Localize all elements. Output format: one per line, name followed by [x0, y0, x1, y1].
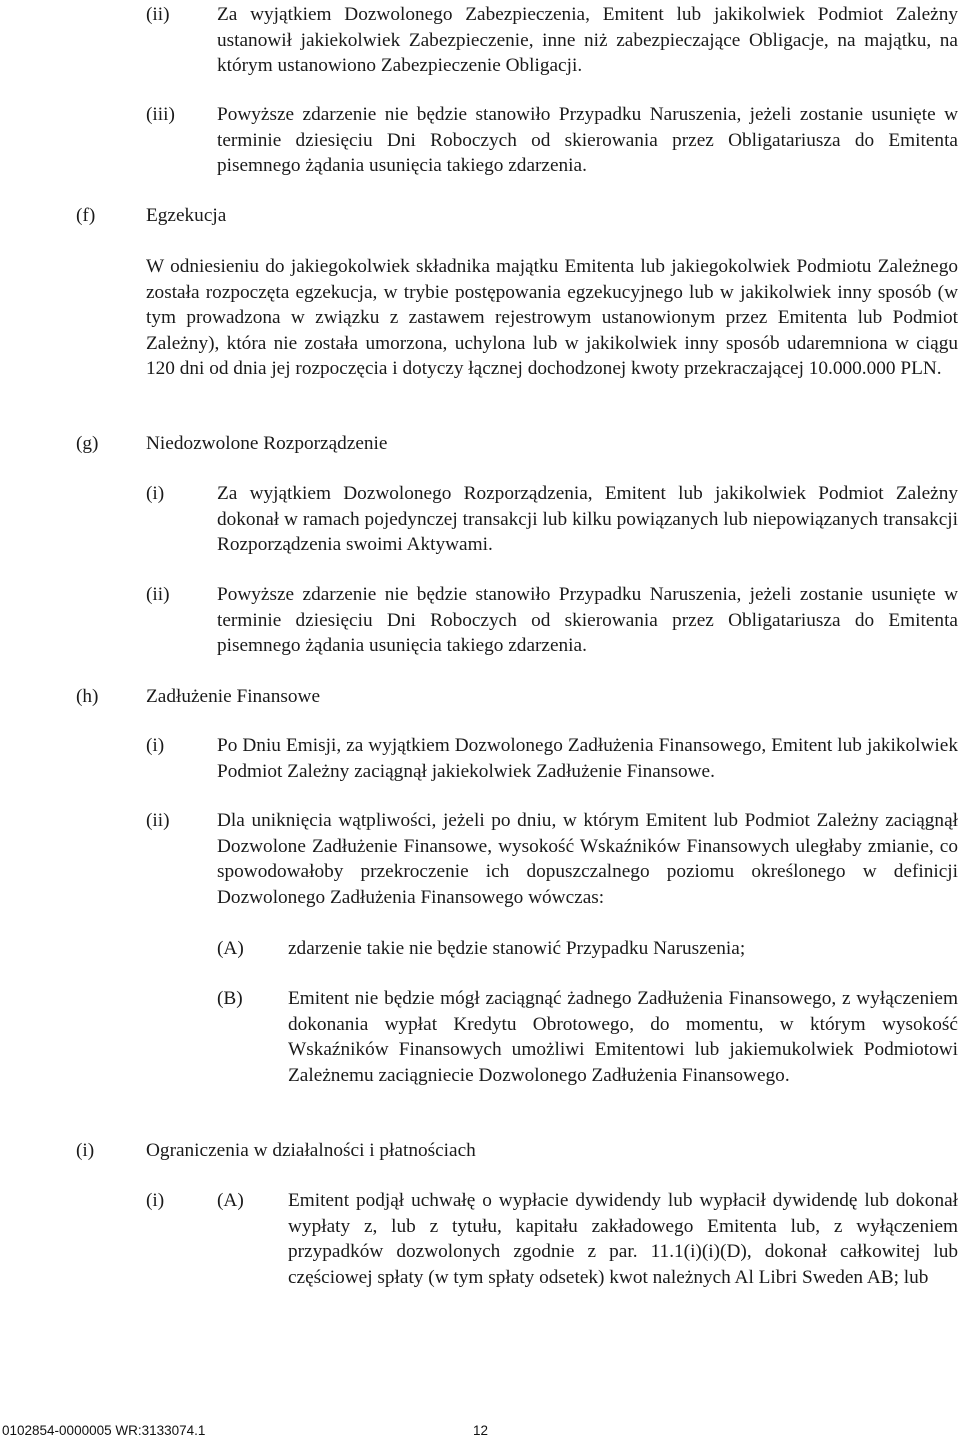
section-label: (f)	[76, 205, 96, 226]
section-label: (h)	[76, 686, 99, 707]
paragraph: Emitent nie będzie mógł zaciągnąć żadnego Zadłużenia Finansowego, z wyłączeniem dokonania wypłat Kredytu Obrotowego, do momentu, w którym wysokość Wskaźników Finansowych umożliwi Emitentowi lub jakiemukolwiek Podmiotowi Zależnemu zaciągniecie Dozwolonego Zadłużenia Finansowego.	[288, 988, 958, 1086]
subitem-label: (B)	[217, 988, 243, 1009]
section-heading: Egzekucja	[146, 205, 227, 226]
paragraph: Za wyjątkiem Dozwolonego Rozporządzenia, Emitent lub jakikolwiek Podmiot Zależny dokonał w ramach pojedynczej transakcji lub kilku powiązanych lub niepowiązanych transakcji Rozporządzenia swoimi Aktywami.	[217, 483, 958, 556]
section-label: (g)	[76, 433, 99, 454]
paragraph: W odniesieniu do jakiegokolwiek składnika majątku Emitenta lub jakiegokolwiek Podmiotu Zależnego została rozpoczęta egzekucja, w trybie postępowania egzekucyjnego lub w jakikolwiek inny sposób (w tym prowadzona w związku z zastawem rejestrowym ustanowionym przez Emitenta lub Podmiot Zależny), która nie została umorzona, uchylona lub w jakikolwiek inny sposób udaremniona w ciągu 120 dni od dnia jej rozpoczęcia i dotyczy łącznej dochodzonej kwoty przekraczającej 10.000.000 PLN.	[146, 256, 958, 380]
section-heading: Zadłużenie Finansowe	[146, 686, 321, 707]
paragraph: Powyższe zdarzenie nie będzie stanowiło Przypadku Naruszenia, jeżeli zostanie usunięte w terminie dziesięciu Dni Roboczych od skierowania przez Obligatariusza do Emitenta pisemnego żądania usunięcia takiego zdarzenia.	[217, 584, 958, 657]
paragraph: zdarzenie takie nie będzie stanowić Przypadku Naruszenia;	[288, 938, 746, 959]
section-heading: Niedozwolone Rozporządzenie	[146, 433, 388, 454]
item-label: (i)	[146, 1190, 165, 1211]
section-label: (i)	[76, 1140, 95, 1161]
item-label: (i)	[146, 483, 165, 504]
paragraph: Powyższe zdarzenie nie będzie stanowiło Przypadku Naruszenia, jeżeli zostanie usunięte w terminie dziesięciu Dni Roboczych od skierowania przez Obligatariusza do Emitenta pisemnego żądania usunięcia takiego zdarzenia.	[217, 104, 958, 177]
subitem-label: (A)	[217, 1190, 244, 1211]
document-id: 0102854-0000005 WR:3133074.1	[2, 1423, 206, 1438]
page-number: 12	[473, 1423, 489, 1438]
paragraph: Dla uniknięcia wątpliwości, jeżeli po dniu, w którym Emitent lub Podmiot Zależny zaciągnął Dozwolone Zadłużenie Finansowe, wysokość Wskaźników Finansowych uległaby zmianie, co spowodowałoby przekroczenie ich dopuszczalnego poziomu określonego w definicji Dozwolonego Zadłużenia Finansowego wówczas:	[217, 810, 958, 908]
subitem-label: (A)	[217, 938, 244, 959]
item-label: (ii)	[146, 584, 170, 605]
section-heading: Ograniczenia w działalności i płatnościach	[146, 1140, 476, 1161]
paragraph: Za wyjątkiem Dozwolonego Zabezpieczenia, Emitent lub jakikolwiek Podmiot Zależny ustanowił jakiekolwiek Zabezpieczenie, inne niż zabezpieczające Obligacje, na majątku, na którym ustanowiono Zabezpieczenie Obligacji.	[217, 4, 958, 77]
item-label: (ii)	[146, 4, 170, 25]
paragraph: Po Dniu Emisji, za wyjątkiem Dozwolonego Zadłużenia Finansowego, Emitent lub jakikolwiek Podmiot Zależny zaciągnął jakiekolwiek Zadłużenie Finansowe.	[217, 735, 958, 782]
item-label: (iii)	[146, 104, 175, 125]
item-label: (i)	[146, 735, 165, 756]
paragraph: Emitent podjął uchwałę o wypłacie dywidendy lub wypłacił dywidendę lub dokonał wypłaty z, lub z tytułu, kapitału zakładowego Emitenta lub, z wyłączeniem przypadków dozwolonych zgodnie z par. 11.1(i)(i)(D), dokonał całkowitej lub częściowej spłaty (w tym spłaty odsetek) kwot należnych Al Libri Sweden AB; lub	[288, 1190, 958, 1288]
item-label: (ii)	[146, 810, 170, 831]
